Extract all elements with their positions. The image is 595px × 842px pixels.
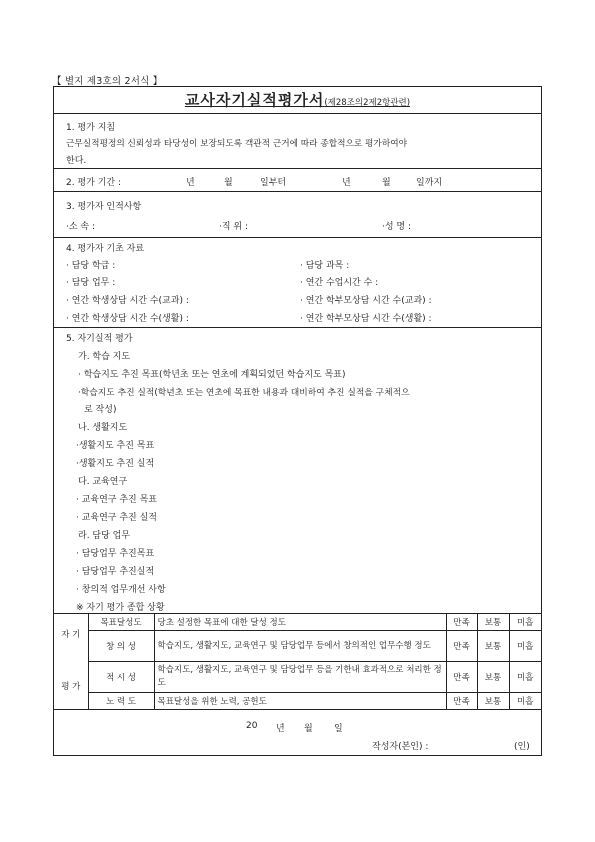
section-period xyxy=(54,169,541,192)
table-row xyxy=(54,631,541,662)
evaluation-form xyxy=(53,86,542,756)
period-label: 2. 평가 기간 : xyxy=(66,178,121,188)
duty-field: · 담당 업무 : xyxy=(66,278,116,288)
subject-field: · 담당 과목 : xyxy=(300,261,350,271)
duty-result: · 담당업무 추진실적 xyxy=(76,567,155,577)
table-row xyxy=(54,693,541,710)
parent-counsel-subject-field: · 연간 학부모상담 시간 수(교과) : xyxy=(300,296,432,306)
parent-counsel-life-field: · 연간 학부모상담 시간 수(생활) : xyxy=(300,314,432,324)
teaching-hours-field: · 연간 수업시간 수 : xyxy=(300,278,379,288)
date-month: 월 xyxy=(304,724,313,734)
seal-mark: (인) xyxy=(514,742,530,752)
duty-improvement: · 창의적 업무개선 사항 xyxy=(76,585,166,595)
criterion-item: 목표달성도 xyxy=(88,614,154,631)
grade-satisfied[interactable]: 만족 xyxy=(446,693,477,710)
learning-guidance-title: 가. 학습 지도 xyxy=(78,352,131,362)
form-reference: 【 별지 제3호의 2서식 】 xyxy=(52,76,163,87)
duty-goal: · 담당업무 추진목표 xyxy=(76,549,155,559)
criterion-item: 적 시 성 xyxy=(88,662,154,693)
criterion-item: 창 의 성 xyxy=(88,631,154,662)
section-evaluator-info xyxy=(54,192,541,238)
date-year: 년 xyxy=(276,724,285,734)
date-prefix: 20 xyxy=(246,721,258,731)
period-year-2: 년 xyxy=(342,178,351,188)
period-to: 일까지 xyxy=(416,178,443,188)
life-guidance-title: 나. 생활지도 xyxy=(78,423,128,433)
section-self-evaluation xyxy=(54,328,541,755)
period-month-1: 월 xyxy=(224,178,233,188)
grade-insufficient[interactable]: 미흡 xyxy=(509,614,541,631)
grade-insufficient[interactable]: 미흡 xyxy=(509,693,541,710)
author-label: 작성자(본인) : xyxy=(372,742,429,752)
section-guideline xyxy=(54,113,541,169)
learning-result-line1: ·학습지도 추진 실적(학년초 또는 연초에 목표한 내용과 대비하여 추진 실적을 구체적으 xyxy=(78,388,410,398)
grade-average[interactable]: 보통 xyxy=(477,693,509,710)
student-counsel-life-field: · 연간 학생상담 시간 수(생활) : xyxy=(66,314,189,324)
title-subtitle: (제28조의2제2항관련) xyxy=(324,98,411,108)
table-row xyxy=(54,662,541,693)
section-1-heading: 1. 평가 지침 xyxy=(66,123,116,133)
self-eval-summary-label: ※ 자기 평가 종합 상황 xyxy=(76,603,165,613)
research-goal: · 교육연구 추진 목표 xyxy=(76,495,157,505)
section-4-heading: 4. 평가자 기초 자료 xyxy=(66,244,145,254)
grade-insufficient[interactable]: 미흡 xyxy=(509,662,541,693)
self-eval-side-label xyxy=(54,614,88,710)
research-title: 다. 교육연구 xyxy=(78,477,128,487)
title-row xyxy=(54,87,541,114)
page-title: 교사자기실적평가서 xyxy=(184,91,325,109)
grade-satisfied[interactable]: 만족 xyxy=(446,631,477,662)
research-result: · 교육연구 추진 실적 xyxy=(76,513,157,523)
criterion-desc: 학습지도, 생활지도, 교육연구 및 담당업무 등을 기한내 효과적으로 처리한 정도 xyxy=(154,662,446,693)
student-counsel-subject-field: · 연간 학생상담 시간 수(교과) : xyxy=(66,296,189,306)
life-goal: ·생활지도 추진 목표 xyxy=(76,441,155,451)
criterion-desc: 학습지도, 생활지도, 교육연구 및 담당업무 등에서 창의적인 업무수행 정도 xyxy=(154,631,446,662)
date-day: 일 xyxy=(334,724,343,734)
grade-average[interactable]: 보통 xyxy=(477,631,509,662)
section-5-heading: 5. 자기실적 평가 xyxy=(66,334,133,344)
side-label-top: 자 기 xyxy=(61,630,81,640)
duty-title: 라. 담당 업무 xyxy=(78,531,131,541)
section-basic-data xyxy=(54,238,541,328)
period-year-1: 년 xyxy=(186,178,195,188)
section-1-text-line1: 근무실적평정의 신뢰성과 타당성이 보장되도록 객관적 근거에 따라 종합적으로 평가하여야 xyxy=(66,139,407,149)
life-result: ·생활지도 추진 실적 xyxy=(76,459,155,469)
criterion-item: 노 력 도 xyxy=(88,693,154,710)
learning-goal: · 학습지도 추진 목표(학년초 또는 연초에 계획되었던 학습지도 목표) xyxy=(78,370,346,380)
learning-result-line2: 로 작성) xyxy=(84,405,117,415)
criterion-desc: 당초 설정한 목표에 대한 달성 정도 xyxy=(154,614,446,631)
name-field: ·성 명 : xyxy=(382,222,412,232)
self-eval-table xyxy=(54,613,541,710)
period-from: 일부터 xyxy=(260,178,287,188)
side-label-bottom: 평 가 xyxy=(61,682,81,692)
class-field: · 담당 학급 : xyxy=(66,261,116,271)
section-1-text-line2: 한다. xyxy=(66,156,87,166)
position-field: ·직 위 : xyxy=(219,222,249,232)
section-3-heading: 3. 평가자 인적사항 xyxy=(66,202,142,212)
grade-satisfied[interactable]: 만족 xyxy=(446,614,477,631)
table-row xyxy=(54,614,541,631)
criterion-desc: 목표달성을 위한 노력, 공헌도 xyxy=(154,693,446,710)
grade-satisfied[interactable]: 만족 xyxy=(446,662,477,693)
grade-average[interactable]: 보통 xyxy=(477,614,509,631)
grade-average[interactable]: 보통 xyxy=(477,662,509,693)
grade-insufficient[interactable]: 미흡 xyxy=(509,631,541,662)
dept-field: ·소 속 : xyxy=(66,222,96,232)
period-month-2: 월 xyxy=(382,178,391,188)
